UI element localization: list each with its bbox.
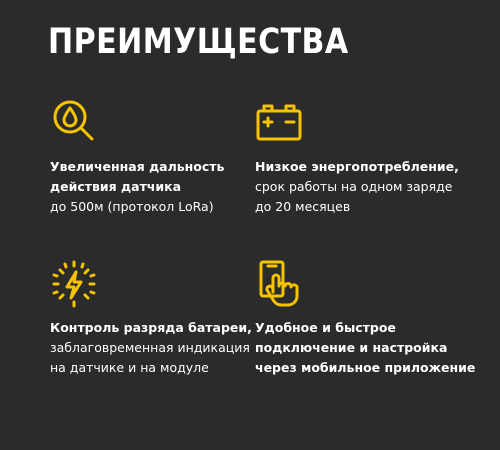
hand-phone-icon [255, 260, 303, 308]
feature-battery-control [50, 260, 250, 380]
battery-icon [255, 97, 303, 145]
feature-line: до 20 месяцев [255, 199, 351, 214]
feature-line: Контроль разряда батареи, [50, 320, 252, 335]
lightning-bolt-icon [50, 260, 98, 308]
feature-line: действия датчика [50, 179, 182, 194]
page-title: ПРЕИМУЩЕСТВА [48, 22, 349, 62]
feature-line: Увеличенная дальность [50, 159, 225, 174]
feature-line: до 500м (протокол LoRa) [50, 199, 214, 214]
feature-line: Низкое энергопотребление, [255, 159, 459, 174]
magnifier-drop-icon [50, 97, 98, 145]
feature-power [255, 97, 475, 217]
feature-line: через мобильное приложение [255, 360, 476, 375]
feature-line: заблаговременная индикация [50, 340, 250, 355]
feature-line: на датчике и на модуле [50, 360, 209, 375]
feature-line: Удобное и быстрое [255, 320, 396, 335]
feature-line: подключение и настройка [255, 340, 448, 355]
feature-mobile-setup [255, 260, 475, 380]
feature-range [50, 97, 250, 217]
feature-line: срок работы на одном заряде [255, 179, 453, 194]
